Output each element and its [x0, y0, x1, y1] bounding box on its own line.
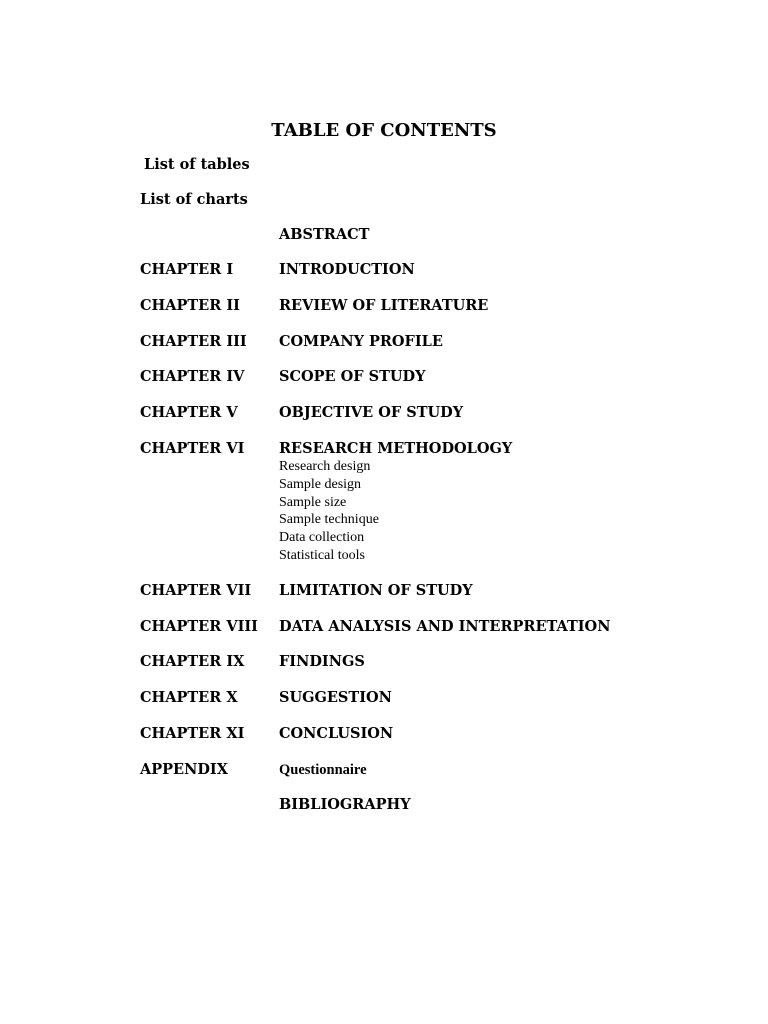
toc-subitem: Sample technique	[279, 512, 379, 527]
toc-label: CHAPTER I	[140, 261, 234, 278]
toc-label: CHAPTER IX	[140, 653, 245, 670]
bibliography-entry: BIBLIOGRAPHY	[279, 796, 411, 813]
toc-label: CHAPTER II	[140, 297, 240, 314]
toc-subitem: Research design	[279, 459, 371, 474]
toc-label: CHAPTER X	[140, 689, 238, 706]
toc-subitem: Data collection	[279, 530, 365, 545]
toc-title: INTRODUCTION	[279, 261, 415, 278]
toc-subitem: Statistical tools	[279, 548, 365, 563]
toc-label: CHAPTER VI	[140, 440, 245, 457]
toc-label: CHAPTER XI	[140, 725, 245, 742]
list-of-charts: List of charts	[140, 191, 248, 208]
toc-title: SUGGESTION	[279, 689, 392, 706]
toc-title: RESEARCH METHODOLOGY	[279, 440, 513, 457]
toc-title: REVIEW OF LITERATURE	[279, 297, 489, 314]
toc-label: CHAPTER IV	[140, 368, 245, 385]
toc-label: APPENDIX	[140, 761, 228, 778]
toc-label: CHAPTER V	[140, 404, 238, 421]
toc-title: FINDINGS	[279, 653, 365, 670]
toc-label: CHAPTER VIII	[140, 618, 258, 635]
page-title: TABLE OF CONTENTS	[271, 120, 497, 141]
toc-title: DATA ANALYSIS AND INTERPRETATION	[279, 618, 611, 635]
toc-label: CHAPTER III	[140, 333, 247, 350]
abstract-entry: ABSTRACT	[279, 226, 370, 243]
toc-title: LIMITATION OF STUDY	[279, 582, 473, 599]
toc-title: Questionnaire	[279, 762, 367, 778]
toc-title: CONCLUSION	[279, 725, 394, 742]
toc-subitem: Sample design	[279, 477, 362, 492]
toc-label: CHAPTER VII	[140, 582, 252, 599]
toc-title: OBJECTIVE OF STUDY	[279, 404, 464, 421]
list-of-tables: List of tables	[144, 156, 250, 173]
toc-subitem: Sample size	[279, 495, 347, 510]
toc-title: COMPANY PROFILE	[279, 333, 443, 350]
toc-title: SCOPE OF STUDY	[279, 368, 426, 385]
